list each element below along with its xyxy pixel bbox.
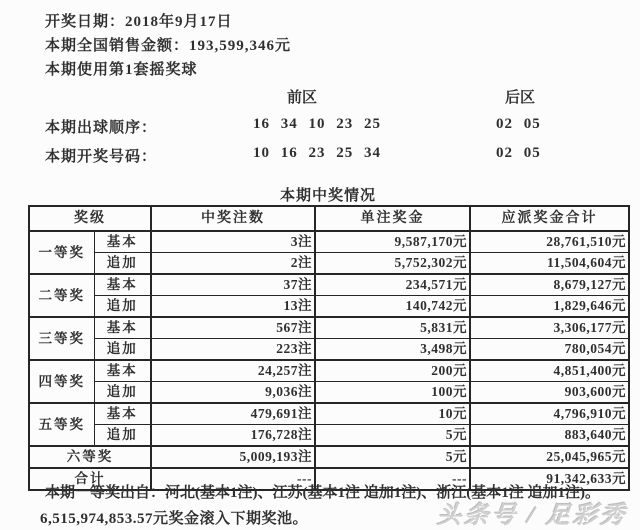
prize-level-cell: 二等奖 bbox=[29, 274, 94, 317]
total-prize-cell: 4,851,400元 bbox=[470, 360, 629, 382]
table-row bbox=[29, 231, 629, 253]
count-cell: 3注 bbox=[151, 231, 315, 253]
draw-order-back-numbers: 02 05 bbox=[496, 116, 541, 132]
prize-level-cell: 五等奖 bbox=[29, 403, 94, 446]
subtype-cell: 追加 bbox=[94, 296, 151, 318]
table-row bbox=[29, 425, 629, 447]
subtype-cell: 追加 bbox=[94, 425, 151, 447]
single-prize-cell: --- bbox=[315, 468, 470, 490]
col-header-single-prize: 单注奖金 bbox=[315, 206, 470, 231]
prize-table-title: 本期中奖情况 bbox=[279, 188, 376, 204]
single-prize-cell: 5元 bbox=[315, 425, 470, 447]
count-cell: 2注 bbox=[151, 253, 315, 275]
prize-table bbox=[28, 205, 630, 491]
total-prize-cell: 91,342,633元 bbox=[470, 468, 629, 490]
single-prize-cell: 5,752,302元 bbox=[315, 253, 470, 275]
total-prize-cell: 780,054元 bbox=[470, 339, 629, 361]
total-prize-cell: 28,761,510元 bbox=[470, 231, 629, 253]
draw-date-line: 开奖日期：2018年9月17日 bbox=[45, 14, 233, 30]
subtype-cell: 基本 bbox=[94, 274, 151, 296]
table-row bbox=[29, 382, 629, 404]
ball-set-line: 本期使用第1套摇奖球 bbox=[45, 62, 198, 78]
single-prize-cell: 200元 bbox=[315, 360, 470, 382]
col-header-total-prize: 应派奖金合计 bbox=[470, 206, 629, 231]
prize-level-cell: 合计 bbox=[29, 468, 151, 490]
watermark: 头条号 / 足彩秀 bbox=[436, 503, 629, 529]
single-prize-cell: 10元 bbox=[315, 403, 470, 425]
table-row bbox=[29, 253, 629, 275]
count-cell: 24,257注 bbox=[151, 360, 315, 382]
total-prize-cell: 3,306,177元 bbox=[470, 317, 629, 339]
sales-amount-line: 本期全国销售金额：193,599,346元 bbox=[45, 38, 292, 54]
table-row bbox=[29, 296, 629, 318]
total-prize-cell: 25,045,965元 bbox=[470, 446, 629, 468]
total-prize-cell: 11,504,604元 bbox=[470, 253, 629, 275]
subtype-cell: 追加 bbox=[94, 382, 151, 404]
prize-level-cell: 一等奖 bbox=[29, 231, 94, 274]
subtype-cell: 追加 bbox=[94, 253, 151, 275]
total-prize-cell: 883,640元 bbox=[470, 425, 629, 447]
back-zone-label: 后区 bbox=[504, 90, 535, 106]
table-row bbox=[29, 339, 629, 361]
draw-order-label: 本期出球顺序： bbox=[45, 120, 158, 136]
prize-level-cell: 三等奖 bbox=[29, 317, 94, 360]
count-cell: 567注 bbox=[151, 317, 315, 339]
col-header-count: 中奖注数 bbox=[151, 206, 315, 231]
table-row bbox=[29, 317, 629, 339]
prize-level-cell: 六等奖 bbox=[29, 446, 151, 468]
total-prize-cell: 903,600元 bbox=[470, 382, 629, 404]
prize-table-header-row bbox=[29, 206, 629, 231]
prize-level-cell: 四等奖 bbox=[29, 360, 94, 403]
first-prize-origin-line: 本期一等奖出自：河北(基本1注)、江苏(基本1注 追加1注)、浙江(基本1注 追加1注)。 bbox=[45, 485, 600, 501]
winning-numbers-label: 本期开奖号码： bbox=[45, 149, 158, 165]
count-cell: 479,691注 bbox=[151, 403, 315, 425]
subtype-cell: 追加 bbox=[94, 339, 151, 361]
total-prize-cell: 8,679,127元 bbox=[470, 274, 629, 296]
table-row bbox=[29, 274, 629, 296]
table-row-sixth-prize bbox=[29, 446, 629, 468]
count-cell: 223注 bbox=[151, 339, 315, 361]
single-prize-cell: 140,742元 bbox=[315, 296, 470, 318]
count-cell: 13注 bbox=[151, 296, 315, 318]
single-prize-cell: 5元 bbox=[315, 446, 470, 468]
table-row bbox=[29, 403, 629, 425]
front-zone-label: 前区 bbox=[286, 90, 317, 106]
single-prize-cell: 234,571元 bbox=[315, 274, 470, 296]
winning-numbers-front: 10 16 23 25 34 bbox=[253, 145, 381, 161]
count-cell: 176,728注 bbox=[151, 425, 315, 447]
subtype-cell: 基本 bbox=[94, 403, 151, 425]
subtype-cell: 基本 bbox=[94, 360, 151, 382]
count-cell: 9,036注 bbox=[151, 382, 315, 404]
winning-numbers-back: 02 05 bbox=[496, 145, 541, 161]
col-header-level: 奖级 bbox=[29, 206, 151, 231]
subtype-cell: 基本 bbox=[94, 317, 151, 339]
count-cell: --- bbox=[151, 468, 315, 490]
single-prize-cell: 9,587,170元 bbox=[315, 231, 470, 253]
total-prize-cell: 4,796,910元 bbox=[470, 403, 629, 425]
single-prize-cell: 3,498元 bbox=[315, 339, 470, 361]
rollover-line: 6,515,974,853.57元奖金滚入下期奖池。 bbox=[40, 511, 309, 527]
count-cell: 37注 bbox=[151, 274, 315, 296]
draw-order-front-numbers: 16 34 10 23 25 bbox=[253, 116, 381, 132]
single-prize-cell: 100元 bbox=[315, 382, 470, 404]
total-prize-cell: 1,829,646元 bbox=[470, 296, 629, 318]
single-prize-cell: 5,831元 bbox=[315, 317, 470, 339]
table-row bbox=[29, 360, 629, 382]
subtype-cell: 基本 bbox=[94, 231, 151, 253]
count-cell: 5,009,193注 bbox=[151, 446, 315, 468]
